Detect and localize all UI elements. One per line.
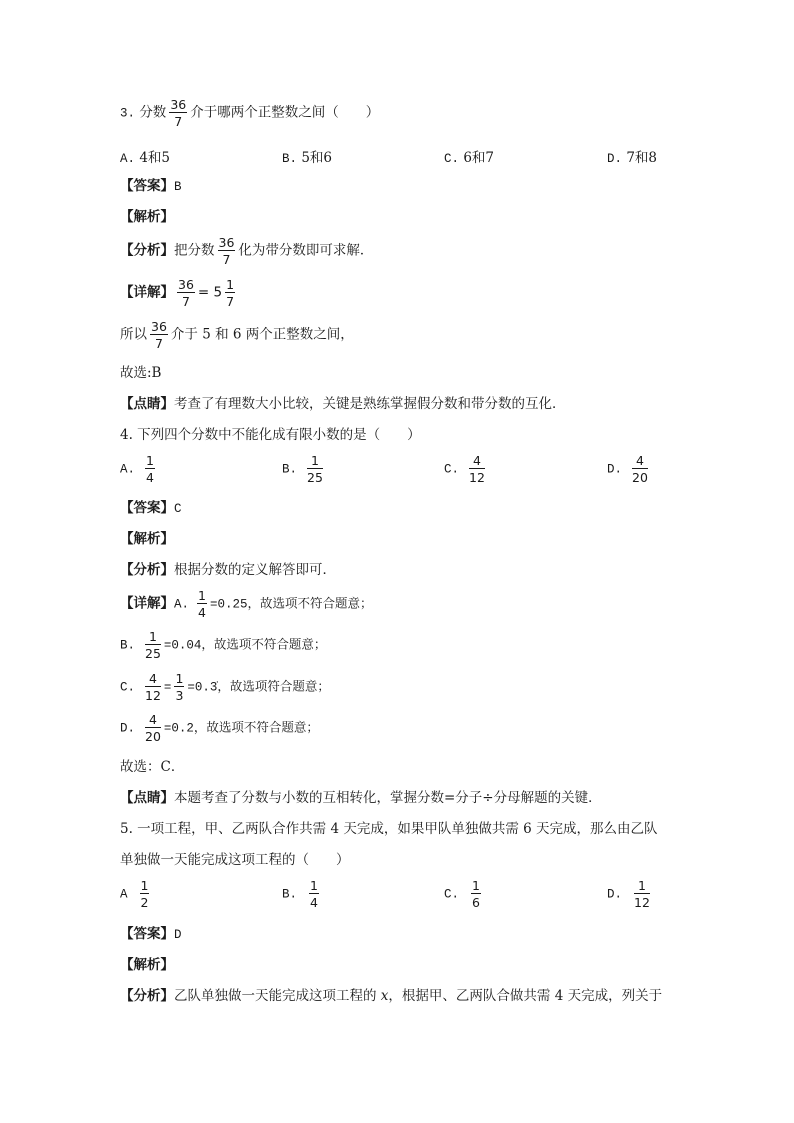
q4-analysis-heading: 【解析】	[120, 531, 174, 547]
q3-stem	[120, 98, 379, 128]
q5-option-a: A $\frac{1}{2}$	[120, 878, 149, 910]
q4-detail-d: D. $\frac{4}{20}$ =0.2，故选项不符合题意；	[120, 712, 319, 744]
q4-detail-c: C. $\frac{4}{12}$ = $\frac{1}{3}$ =0.3̇，故选项符合题意；	[120, 671, 330, 703]
q4-option-c: C. $\frac{4}{12}$	[444, 453, 485, 485]
q5-stem-line2: 单独做一天能完成这项工程的（ ）	[120, 852, 350, 868]
q5-option-c: C. $\frac{1}{6}$	[444, 878, 480, 910]
q3-option-b: B. 5和6	[282, 150, 332, 166]
q4-option-d: D. $\frac{4}{20}$	[607, 453, 648, 485]
q4-detail-a: 【详解】A. $\frac{1}{4}$ =0.25，故选项不符合题意；	[120, 588, 373, 620]
q5-analysis-heading: 【解析】	[120, 957, 174, 973]
q3-detail-fraction2: $\frac{1}{7}$	[226, 277, 235, 309]
q5-option-b: B. $\frac{1}{4}$	[282, 878, 318, 910]
q3-comment: 【点睛】考查了有理数大小比较，关键是熟练掌握假分数和带分数的互化．	[120, 396, 566, 412]
q3-answer: 【答案】B	[120, 178, 182, 194]
q3-so-fraction: $\frac{36}{7}$	[151, 319, 167, 351]
q3-detail-fraction: $\frac{36}{7}$	[178, 277, 194, 309]
q3-detail: 【详解】 $\frac{36}{7}$ = 5 $\frac{1}{7}$	[120, 277, 235, 309]
q5-stem-line1: 5. 一项工程，甲、乙两队合作共需 4 天完成，如果甲队单独做共需 6 天完成，那么由乙队	[120, 821, 658, 837]
q4-fenxi: 【分析】根据分数的定义解答即可．	[120, 562, 336, 578]
q3-fenxi: 【分析】把分数 $\frac{36}{7}$ 化为带分数即可求解．	[120, 235, 374, 267]
q3-conclusion: 所以 $\frac{36}{7}$ 介于 5 和 6 两个正整数之间，	[120, 319, 354, 351]
q4-stem: 4. 下列四个分数中不能化成有限小数的是（ ）	[120, 427, 421, 443]
q5-option-d: D. $\frac{1}{12}$	[607, 878, 650, 910]
q4-option-a: A. $\frac{1}{4}$	[120, 453, 154, 485]
q3-option-d: D. 7和8	[607, 150, 657, 166]
q4-comment: 【点睛】本题考查了分数与小数的互相转化，掌握分数=分子÷分母解题的关键．	[120, 790, 602, 806]
q3-stem-post: 介于哪两个正整数之间（ ）	[190, 104, 380, 121]
q3-choose: 故选:B	[120, 365, 162, 381]
q3-analysis-heading: 【解析】	[120, 209, 174, 225]
q4-answer: 【答案】C	[120, 500, 182, 516]
q3-option-a: A. 4和5	[120, 150, 170, 166]
q3-stem-pre: 分数	[139, 104, 167, 121]
q5-fenxi: 【分析】乙队单独做一天能完成这项工程的 x，根据甲、乙两队合做共需 4 天完成，列关于	[120, 988, 663, 1004]
q4-option-b: B. $\frac{1}{25}$	[282, 453, 323, 485]
q4-detail-b: B. $\frac{1}{25}$ =0.04，故选项不符合题意；	[120, 629, 327, 661]
q3-option-c: C. 6和7	[444, 150, 494, 166]
q3-fenxi-fraction: $\frac{36}{7}$	[218, 235, 235, 267]
q4-choose: 故选：C．	[120, 759, 185, 775]
q3-fraction: $\frac{36}{7}$	[170, 97, 187, 129]
q5-answer: 【答案】D	[120, 926, 182, 942]
q3-number: 3.	[120, 106, 136, 121]
